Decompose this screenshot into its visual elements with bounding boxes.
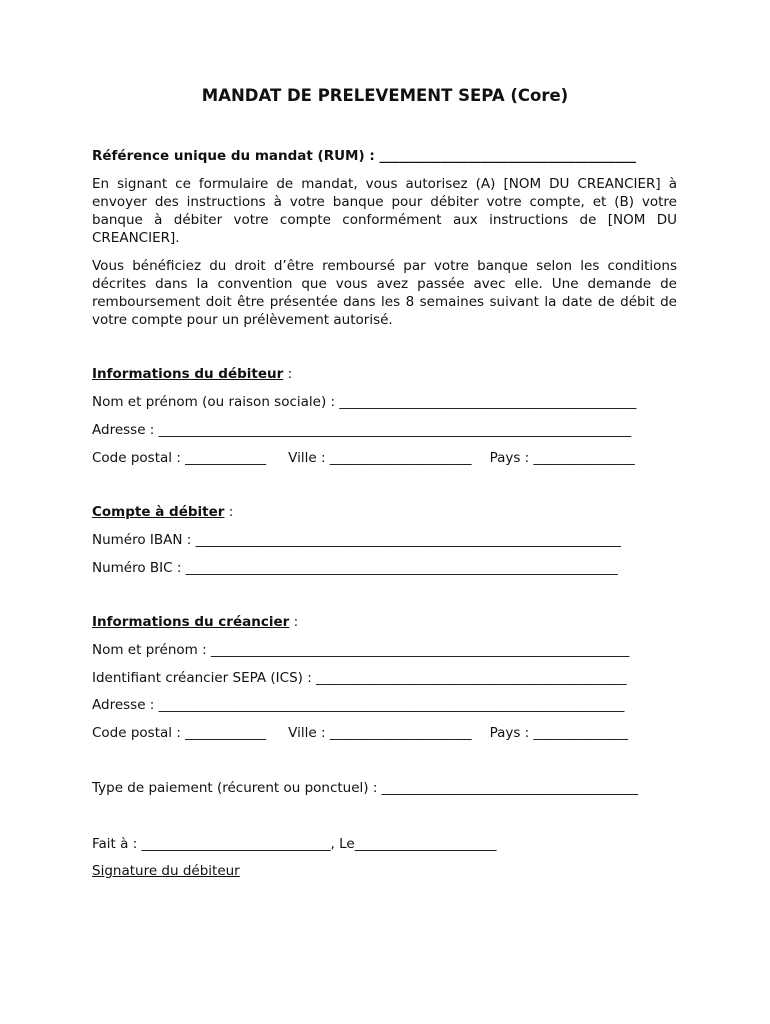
account-section-heading — [92, 503, 233, 521]
debtor-country-field[interactable]: Pays : _______________ — [489, 450, 635, 466]
debtor-heading-colon: : — [283, 366, 293, 382]
debtor-address-field[interactable]: Adresse : ______________________________________________________________________ — [92, 422, 632, 438]
account-heading-colon: : — [224, 504, 234, 520]
creditor-heading-colon: : — [289, 614, 299, 630]
page-title: MANDAT DE PRELEVEMENT SEPA (Core) — [201, 86, 569, 105]
payment-type-field[interactable]: Type de paiement (récurent ou ponctuel) : ______________________________________ — [92, 780, 639, 796]
creditor-ics-field[interactable]: Identifiant créancier SEPA (ICS) : ______________________________________________ — [92, 670, 627, 686]
creditor-heading-text: Informations du créancier — [92, 614, 290, 630]
debtor-postal-code-field[interactable]: Code postal : ____________ — [92, 450, 267, 466]
creditor-city-field[interactable]: Ville : _____________________ — [288, 725, 472, 741]
debtor-city-field[interactable]: Ville : _____________________ — [288, 450, 472, 466]
creditor-address-field[interactable]: Adresse : _____________________________________________________________________ — [92, 697, 625, 713]
debtor-location-row — [92, 449, 635, 467]
creditor-name-field[interactable]: Nom et prénom : ______________________________________________________________ — [92, 642, 630, 658]
refund-rights-paragraph: Vous bénéficiez du droit d’être remboursé par votre banque selon les conditions décrites dans la convention que vous avez passée avec elle. Une demande de remboursement doit être présentée dans les 8 semaines suivant la date de débit de votre compte pour un prélèvement autorisé. — [92, 258, 677, 328]
bic-field[interactable]: Numéro BIC : ________________________________________________________________ — [92, 560, 618, 576]
account-heading-text: Compte à débiter — [92, 504, 225, 520]
debtor-signature-label: Signature du débiteur — [92, 863, 240, 879]
creditor-country-field[interactable]: Pays : ______________ — [489, 725, 629, 741]
debtor-name-field[interactable]: Nom et prénom (ou raison sociale) : ____________________________________________ — [92, 394, 637, 410]
authorization-paragraph: En signant ce formulaire de mandat, vous autorisez (A) [NOM DU CREANCIER] à envoyer des instructions à votre banque pour débiter votre compte, et (B) votre banque à débiter votre compte conformément aux instructions de [NOM DU CREANCIER]. — [92, 176, 677, 246]
debtor-heading-text: Informations du débiteur — [92, 366, 284, 382]
creditor-location-row — [92, 724, 628, 742]
debtor-section-heading — [92, 365, 292, 383]
creditor-postal-code-field[interactable]: Code postal : ____________ — [92, 725, 267, 741]
iban-field[interactable]: Numéro IBAN : _______________________________________________________________ — [92, 532, 621, 548]
rum-field[interactable]: Référence unique du mandat (RUM) : ______________________________________ — [92, 148, 636, 164]
place-date-field[interactable]: Fait à : ____________________________, Le_____________________ — [92, 836, 497, 852]
creditor-section-heading — [92, 613, 298, 631]
